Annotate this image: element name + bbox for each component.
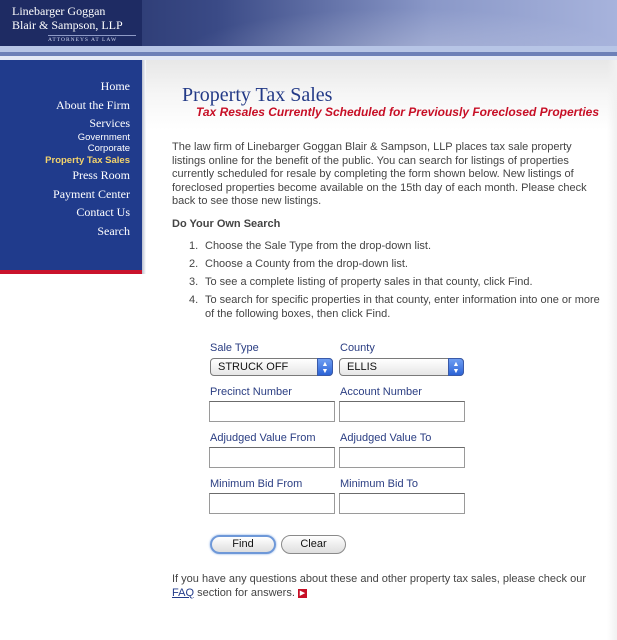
sale-type-label: Sale Type: [210, 342, 259, 354]
sidebar-item-press-room[interactable]: Press Room: [72, 168, 130, 182]
sidebar-subitem-property-tax-sales[interactable]: Property Tax Sales: [45, 154, 130, 166]
minimum-bid-to-label: Minimum Bid To: [340, 478, 419, 490]
faq-link[interactable]: FAQ: [172, 587, 195, 599]
step-number: 4.: [189, 294, 199, 306]
sidebar-item-home[interactable]: Home: [100, 79, 130, 93]
step-text: To see a complete listing of property sales in that county, click Find.: [205, 276, 533, 288]
arrow-right-icon[interactable]: ▶: [299, 589, 306, 597]
step-number: 2.: [189, 258, 199, 270]
minimum-bid-from-input[interactable]: [209, 493, 335, 514]
logo-line-2: Blair & Sampson, LLP: [12, 18, 123, 32]
page-edge: [607, 60, 617, 640]
sidebar-item-payment-center[interactable]: Payment Center: [53, 186, 130, 201]
step-text: Choose the Sale Type from the drop-down list.: [205, 240, 432, 252]
minimum-bid-to-input[interactable]: [339, 493, 465, 514]
county-value: ELLIS: [347, 361, 377, 373]
section-heading: Do Your Own Search: [172, 218, 281, 230]
instructions-list: [189, 240, 604, 326]
sidebar-subitem-government[interactable]: Government: [77, 131, 130, 143]
list-item: [189, 294, 604, 321]
clear-button[interactable]: Clear: [281, 535, 346, 554]
minimum-bid-from-label: Minimum Bid From: [210, 478, 303, 490]
account-number-label: Account Number: [340, 386, 422, 398]
firm-logo[interactable]: [0, 0, 142, 46]
step-text: To search for specific properties in that county, enter information into one or more of the following boxes, then click Find.: [205, 294, 600, 320]
logo-tagline: ATTORNEYS AT LAW: [48, 35, 136, 43]
faq-text-after: section for answers.: [194, 587, 295, 599]
sidebar-item-search[interactable]: Search: [97, 223, 130, 238]
sidebar-item-contact-us[interactable]: Contact Us: [76, 205, 130, 219]
sale-type-value: STRUCK OFF: [218, 361, 289, 373]
sale-type-select[interactable]: [210, 358, 333, 376]
select-arrows-icon: ▲ ▼: [317, 358, 333, 376]
faq-paragraph: [172, 572, 602, 600]
page-subtitle: Tax Resales Currently Scheduled for Previously Foreclosed Properties: [196, 105, 600, 119]
list-item: [189, 276, 604, 290]
sidebar-accent-bar: [0, 270, 142, 274]
sidebar-item-about[interactable]: About the Firm: [56, 97, 130, 112]
precinct-number-input[interactable]: [209, 401, 335, 422]
faq-text-before: If you have any questions about these and other property tax sales, please check our: [172, 573, 586, 585]
sidebar: [0, 60, 142, 270]
select-arrows-icon: ▲ ▼: [448, 358, 464, 376]
header-banner: [0, 0, 617, 46]
intro-paragraph: The law firm of Linebarger Goggan Blair & Sampson, LLP places tax sale property listings online for the benefit of the public. You can search for listings of properties currently scheduled for resale by completing the form shown below. New listings of foreclosed properties become available on the 15th day of each month. Please check back to see those new listings.: [172, 141, 587, 207]
sidebar-subitem-corporate[interactable]: Corporate: [87, 143, 130, 154]
county-select[interactable]: [339, 358, 464, 376]
find-button[interactable]: Find: [210, 535, 276, 554]
adjudged-value-to-label: Adjudged Value To: [340, 432, 432, 444]
list-item: [189, 240, 604, 254]
header-decoration: [142, 0, 617, 46]
list-item: [189, 258, 604, 272]
sidebar-nav: [45, 77, 130, 240]
step-text: Choose a County from the drop-down list.: [205, 258, 408, 270]
precinct-number-label: Precinct Number: [210, 386, 292, 398]
sidebar-item-services[interactable]: Services: [89, 116, 130, 130]
county-label: County: [340, 342, 375, 354]
adjudged-value-from-label: Adjudged Value From: [210, 432, 316, 444]
step-number: 3.: [189, 276, 199, 288]
step-number: 1.: [189, 240, 199, 252]
account-number-input[interactable]: [339, 401, 465, 422]
logo-line-1: Linebarger Goggan: [12, 4, 106, 18]
adjudged-value-from-input[interactable]: [209, 447, 335, 468]
adjudged-value-to-input[interactable]: [339, 447, 465, 468]
page-title: Property Tax Sales: [182, 84, 333, 106]
